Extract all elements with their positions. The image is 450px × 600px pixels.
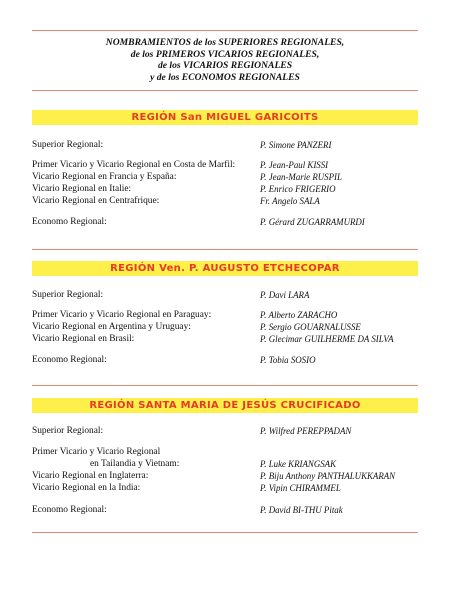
header-line-4: y de los ECONOMOS REGIONALES [150,71,300,83]
region-divider [32,385,418,386]
person-name: P. David BI-THU Pitak [260,505,343,515]
header-line-1: NOMBRAMIENTOS de los SUPERIORES REGIONALES, [105,37,345,48]
region-row [32,171,418,183]
region-row [32,309,418,321]
role-label: Vicario Regional en Italie: [32,184,132,194]
region-row [32,425,418,437]
region-row [32,446,418,458]
role-label: Vicario Regional en Argentina y Uruguay: [32,322,191,332]
header-bottom-divider [32,90,418,91]
role-label: Economo Regional: [32,355,107,365]
region-row [32,289,418,301]
person-name: P. Vipin CHIRAMMEL [260,483,341,493]
person-name: P. Simone PANZERI [260,140,332,150]
role-label: Vicario Regional en Brasil: [32,334,135,344]
person-name: P. Jean-Paul KISSI [260,160,329,170]
person-name: P. Wilfred PEREPPADAN [260,426,352,436]
region-row [32,333,418,345]
role-label: Vicario Regional en la India: [32,483,141,493]
person-name: P. Biju Anthony PANTHALUKKARAN [260,471,396,481]
role-label: Superior Regional: [32,290,104,300]
role-label: Primer Vicario y Vicario Regional en Costa de Marfil: [32,160,236,170]
person-name: P. Enrico FRIGERIO [260,184,336,194]
role-label: Vicario Regional en Inglaterra: [32,471,149,481]
region-row [32,183,418,195]
person-name: P. Jean-Marie RUSPIL [260,172,342,182]
region-title-garicoits: REGIÓN San MIGUEL GARICOITS [32,110,418,125]
document-header [32,37,418,83]
region-row [32,321,418,333]
person-name: P. Gérard ZUGARRAMURDI [260,217,365,227]
region-row [32,482,418,494]
role-label: Economo Regional: [32,505,107,515]
region-row [32,159,418,171]
region-row [32,195,418,207]
role-label: Vicario Regional en Centrafrique: [32,196,160,206]
role-label: Primer Vicario y Vicario Regional en Paraguay: [32,310,212,320]
region-row [32,458,418,470]
person-name: P. Davi LARA [260,290,310,300]
role-label: en Tailandia y Vietnam: [90,459,180,469]
person-name: P. Tobia SOSIO [260,355,316,365]
header-line-2: de los PRIMEROS VICARIOS REGIONALES, [130,48,320,60]
region-title-etchecopar: REGIÓN Ven. P. AUGUSTO ETCHECOPAR [32,261,418,276]
role-label: Vicario Regional en Francia y España: [32,172,177,182]
region-row [32,354,418,366]
person-name: P. Glecimar GUILHERME DA SILVA [260,334,394,344]
header-line-3: de los VICARIOS REGIONALES [157,60,293,72]
region-title-santa-maria: REGIÓN SANTA MARIA DE JESÚS CRUCIFICADO [32,398,418,413]
region-row [32,139,418,151]
person-name: P. Luke KRIANGSAK [260,459,337,469]
person-name: Fr. Angelo SALA [260,196,320,206]
role-label: Economo Regional: [32,217,107,227]
role-label: Primer Vicario y Vicario Regional [32,447,161,457]
region-row [32,504,418,516]
bottom-divider [32,532,418,533]
role-label: Superior Regional: [32,140,104,150]
region-divider [32,249,418,250]
person-name: P. Sergio GOUARNALUSSE [260,322,361,332]
region-row [32,470,418,482]
region-row [32,216,418,228]
top-divider [32,30,418,31]
role-label: Superior Regional: [32,426,104,436]
person-name: P. Alberto ZARACHO [260,310,338,320]
